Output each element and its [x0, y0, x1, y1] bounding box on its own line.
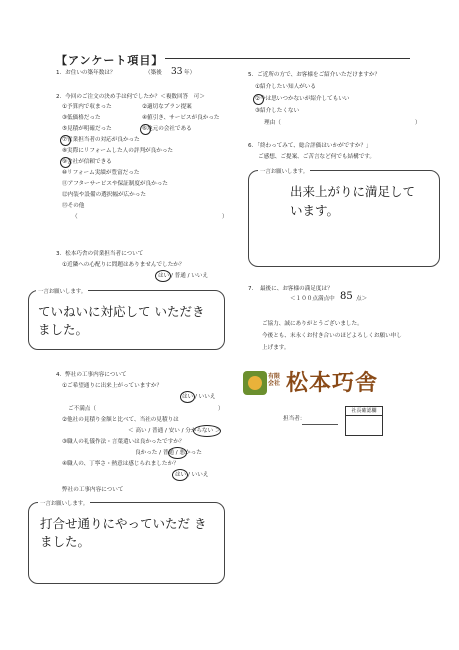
q3-choices[interactable]: はい / 普通 / いいえ	[158, 273, 209, 279]
q4-sub1-choices[interactable]: はい / いいえ	[182, 394, 216, 400]
q2-selected-mark	[60, 135, 71, 146]
q7-score-value[interactable]: 85	[340, 291, 353, 302]
q3-label: 3．松本巧舎の営業担当者について	[56, 251, 144, 257]
q4-sub2-choices[interactable]: ＜ 高い / 普通 / 安い / 分からない ＞	[128, 428, 221, 434]
q2-option-8[interactable]: ⑧実際にリフォームした人の評判が良かった	[62, 148, 174, 154]
q5-label: 5．ご近所の方で、お客様をご紹介いただけますか？	[248, 72, 381, 78]
company-name: 松本巧舎	[286, 370, 379, 396]
company-type: 有限会社	[268, 373, 281, 387]
q2-other-open: （	[72, 214, 78, 220]
q2-label: 2．今回のご注文の決め手は何でしたか？＜複数回答 可＞	[56, 94, 205, 100]
q4-sub1-note: ご不満点（	[68, 406, 96, 412]
q3-comment-tag: 一言お願いします。	[38, 289, 87, 295]
q7-scale-close: 点＞	[356, 296, 368, 302]
q2-option-4[interactable]: ④値引き、サービスが良かった	[142, 115, 220, 121]
q3-comment-text[interactable]: ていねいに対応して いただきました。	[38, 304, 205, 337]
q6-comment-text[interactable]: 出来上がりに満足して います。	[290, 184, 416, 218]
q3-sub1: ①近隣への心配りに問題はありませんでしたか？	[62, 262, 185, 268]
q1-prefix: （築後	[145, 70, 162, 76]
q6-sub: ご感想、ご提案、ご苦言など何でも結構です。	[258, 154, 376, 160]
q4-label: 4．弊社の工事内容について	[56, 372, 127, 378]
president-stamp-box[interactable]	[345, 406, 383, 436]
q2-option-3[interactable]: ③低価格だった	[62, 115, 101, 121]
q2-option-11[interactable]: ⑪アフターサービスや保証制度が良かった	[62, 181, 168, 187]
survey-title: 【アンケート項目】	[56, 54, 164, 67]
q5-option-2[interactable]: ②今は思いつかないが紹介してもいい	[255, 96, 350, 102]
staff-label: 担当者：	[283, 416, 306, 422]
q3-selected-mark	[155, 270, 171, 282]
q6-label: 6．「終わってみて、総合評価はいかがですか？」	[248, 143, 372, 149]
q2-selected-mark	[60, 157, 71, 168]
thanks-line-3: 上げます。	[262, 345, 290, 351]
q4-sub4: ④職人の、丁寧さ・熱意は感じられましたか？	[62, 461, 179, 467]
q4-sub1-selected-mark	[180, 391, 195, 403]
q4-sub2-selected-mark	[193, 425, 221, 437]
q4-comment-text[interactable]: 打合せ通りにやっていただ きました。	[40, 516, 207, 549]
q4-sub4-choices[interactable]: はい / いいえ	[175, 472, 209, 478]
q2-option-6[interactable]: ⑥地元の会社である	[142, 126, 192, 132]
q5-option-1[interactable]: ①紹介したい知人がいる	[255, 84, 316, 90]
q4-comment-tag: 一言お願いします。	[40, 501, 89, 507]
q5-reason-close: ）	[415, 120, 421, 126]
q5-reason: 理由（	[264, 120, 281, 126]
q7-label: 7． 最後に、お客様の満足度は？	[248, 286, 333, 292]
q1-label: 1．お住いの築年数は？	[56, 70, 116, 76]
q2-option-1[interactable]: ①予算内で収まった	[62, 104, 112, 110]
q2-option-10[interactable]: ⑩リフォーム実績が豊富だった	[62, 170, 140, 176]
q2-option-12[interactable]: ⑫内装や設備の選択幅が広かった	[62, 192, 146, 198]
q1-years-value[interactable]: 33	[171, 67, 183, 77]
q4-sub1-note-close: ）	[218, 406, 224, 412]
q4-sub1: ①ご希望通りに出来上がっていますか？	[62, 383, 163, 389]
q5-option-3[interactable]: ③紹介したくない	[255, 108, 300, 114]
q2-selected-mark	[140, 124, 151, 135]
q2-option-9[interactable]: ⑨会社が信頼できる	[62, 159, 112, 165]
thanks-line-1: ご協力、誠にありがとうございました。	[262, 321, 363, 327]
q2-option-5[interactable]: ⑤見積が明確だった	[62, 126, 112, 132]
stamp-label: 社長確認欄	[346, 407, 382, 416]
title-underline	[165, 58, 410, 59]
q4-sub4-selected-mark	[172, 469, 188, 481]
q7-scale-open: ＜１００点満点中	[290, 296, 335, 302]
q2-option-13[interactable]: ⑬その他	[62, 203, 85, 209]
q2-option-2[interactable]: ②適切なプラン提案	[142, 104, 192, 110]
q2-other-close: ）	[222, 214, 228, 220]
q5-selected-mark	[253, 94, 264, 105]
q4-sub2: ②他社の見積り金額と比べて、当社の見積りは	[62, 417, 179, 423]
q4-sub3: ③職人の礼儀作法・言葉遣いは良かったですか？	[62, 439, 185, 445]
q4-label2: 弊社の工事内容について	[62, 487, 124, 493]
q2-option-7[interactable]: ⑦営業担当者の対応が良かった	[62, 137, 140, 143]
q6-comment-tag: 一言お願いします。	[260, 169, 309, 175]
q4-sub3-choices[interactable]: 良かった / 普通 / 悪かった	[135, 450, 202, 456]
q4-sub3-selected-mark	[168, 447, 187, 459]
staff-line	[302, 424, 338, 425]
thanks-line-2: 今後とも、末永くお付き合いのほどよろしくお願い申し	[262, 333, 402, 339]
company-logo-icon	[243, 371, 267, 395]
q1-suffix: 年）	[184, 70, 196, 76]
